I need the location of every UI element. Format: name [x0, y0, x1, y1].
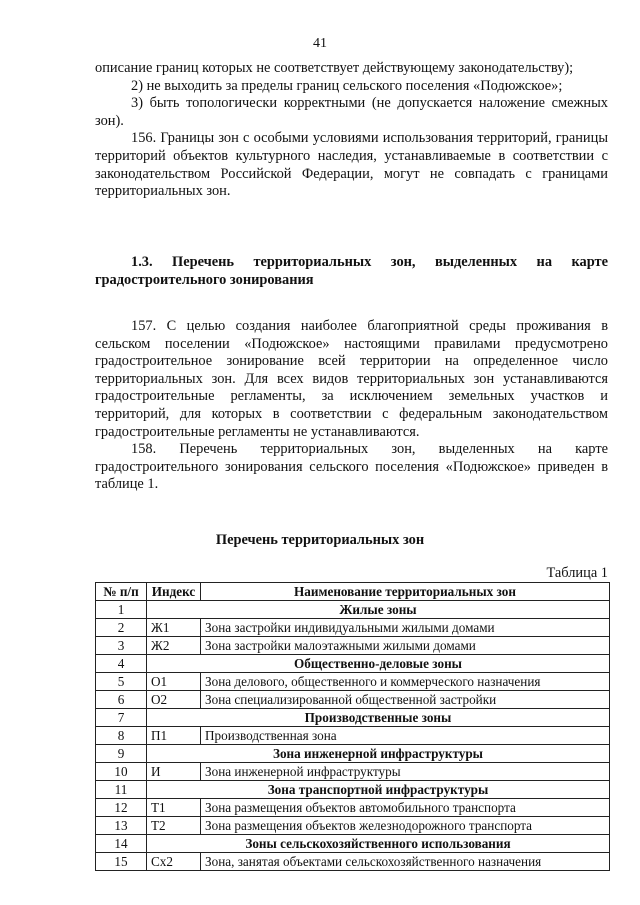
table-row	[96, 691, 610, 709]
zone-index: О2	[147, 691, 201, 709]
header-name: Наименование территориальных зон	[201, 583, 610, 601]
zone-name: Зона делового, общественного и коммерческого назначения	[201, 673, 610, 691]
row-number: 8	[96, 727, 147, 745]
zone-group-name: Зоны сельскохозяйственного использования	[147, 835, 610, 853]
page-number: 41	[313, 36, 327, 51]
zone-name: Производственная зона	[201, 727, 610, 745]
table-group-row	[96, 709, 610, 727]
table-row	[96, 853, 610, 871]
section-heading: 1.3. Перечень территориальных зон, выделенных на карте градостроительного зонирования	[95, 254, 608, 288]
zone-group-name: Общественно-деловые зоны	[147, 655, 610, 673]
table-label: Таблица 1	[546, 565, 608, 581]
table-row	[96, 673, 610, 691]
zone-group-name: Производственные зоны	[147, 709, 610, 727]
row-number: 3	[96, 637, 147, 655]
paragraph: 2) не выходить за пределы границ сельского поселения «Подюжское»;	[131, 77, 563, 94]
row-number: 1	[96, 601, 147, 619]
table-group-row	[96, 781, 610, 799]
table-header-row	[96, 583, 610, 601]
table-row	[96, 637, 610, 655]
row-number: 6	[96, 691, 147, 709]
zone-group-name: Зона инженерной инфраструктуры	[147, 745, 610, 763]
table-row	[96, 727, 610, 745]
zone-name: Зона застройки малоэтажными жилыми домами	[201, 637, 610, 655]
zone-index: О1	[147, 673, 201, 691]
paragraph: описание границ которых не соответствует действующему законодательству);	[95, 60, 574, 76]
row-number: 2	[96, 619, 147, 637]
zone-index: Сх2	[147, 853, 201, 871]
table-group-row	[96, 655, 610, 673]
zone-group-name: Жилые зоны	[147, 601, 610, 619]
row-number: 10	[96, 763, 147, 781]
header-index: Индекс	[147, 583, 201, 601]
zone-index: Т1	[147, 799, 201, 817]
table-group-row	[96, 835, 610, 853]
row-number: 9	[96, 745, 147, 763]
zone-name: Зона инженерной инфраструктуры	[201, 763, 610, 781]
zone-index: П1	[147, 727, 201, 745]
zone-name: Зона, занятая объектами сельскохозяйственного назначения	[201, 853, 610, 871]
body-text-block	[95, 318, 608, 494]
zone-index: И	[147, 763, 201, 781]
zone-group-name: Зона транспортной инфраструктуры	[147, 781, 610, 799]
row-number: 4	[96, 655, 147, 673]
table-row	[96, 817, 610, 835]
row-number: 13	[96, 817, 147, 835]
zone-name: Зона специализированной общественной застройки	[201, 691, 610, 709]
zone-index: Ж1	[147, 619, 201, 637]
row-number: 12	[96, 799, 147, 817]
zone-name: Зона застройки индивидуальными жилыми домами	[201, 619, 610, 637]
zone-index: Ж2	[147, 637, 201, 655]
row-number: 11	[96, 781, 147, 799]
row-number: 7	[96, 709, 147, 727]
row-number: 15	[96, 853, 147, 871]
zone-name: Зона размещения объектов железнодорожного транспорта	[201, 817, 610, 835]
zones-table	[95, 582, 610, 871]
table-row	[96, 763, 610, 781]
paragraph: 158. Перечень территориальных зон, выделенных на карте градостроительного зонирования сельского поселения «Подюжское» приведен в таблице 1.	[95, 441, 608, 493]
zone-index: Т2	[147, 817, 201, 835]
row-number: 14	[96, 835, 147, 853]
header-num: № п/п	[96, 583, 147, 601]
table-row	[96, 799, 610, 817]
row-number: 5	[96, 673, 147, 691]
paragraph: 156. Границы зон с особыми условиями использования территорий, границы территорий объектов культурного наследия, устанавливаемые в соответствии с законодательством Российской Федерации, могут не совпадать с границами территориальных зон.	[95, 130, 608, 200]
paragraph: 3) быть топологически корректными (не допускается наложение смежных зон).	[95, 95, 608, 129]
paragraph: 157. С целью создания наиболее благоприятной среды проживания в сельском поселении «Подюжское» настоящими правилами предусмотрено градостроительное зонирование всей территории на определенное число территориальных зон. Для всех видов территориальных зон устанавливаются градостроительные регламенты, за исключением земельных участков и территорий, для которых в соответствии с федеральным законодательством градостроительные регламенты не устанавливаются.	[95, 318, 608, 440]
table-row	[96, 619, 610, 637]
zone-name: Зона размещения объектов автомобильного транспорта	[201, 799, 610, 817]
table-caption: Перечень территориальных зон	[215, 532, 425, 548]
table-group-row	[96, 601, 610, 619]
table-group-row	[96, 745, 610, 763]
top-text-block	[95, 60, 608, 201]
